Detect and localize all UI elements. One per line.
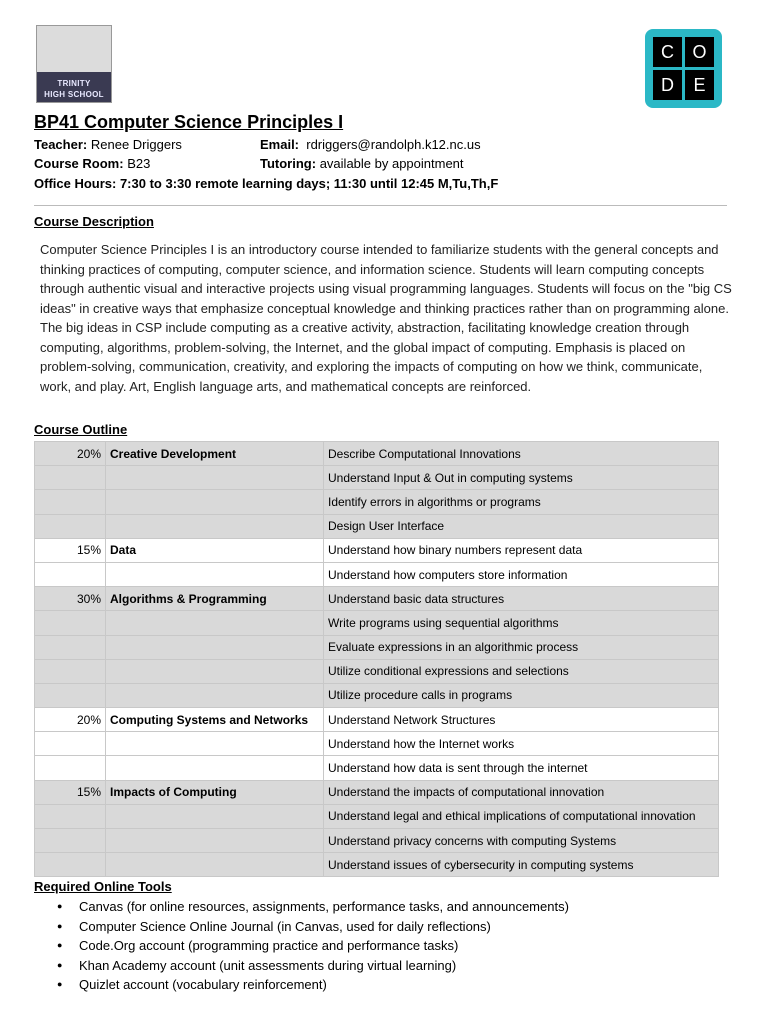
category-cell	[106, 635, 324, 659]
table-row	[35, 562, 719, 586]
description-line: through authentic visual and interactive projects using visual programming languages. Students will focus on the "big CS	[40, 281, 732, 296]
percent-cell	[35, 732, 106, 756]
code-logo-letter: E	[685, 70, 714, 100]
table-row	[35, 635, 719, 659]
category-cell: Data	[106, 538, 324, 562]
category-cell	[106, 466, 324, 490]
percent-cell	[35, 490, 106, 514]
description-line: The big ideas in CSP include computing as a creative activity, abstraction, facilitating knowledge creation through	[40, 320, 690, 335]
objective-cell: Understand how computers store information	[324, 562, 719, 586]
percent-cell	[35, 853, 106, 877]
code-logo-letter: O	[685, 37, 714, 67]
objective-cell: Understand issues of cybersecurity in computing systems	[324, 853, 719, 877]
objective-cell: Understand basic data structures	[324, 587, 719, 611]
list-item: ● Computer Science Online Journal (in Canvas, used for daily reflections)	[57, 917, 569, 937]
objective-cell: Understand how the Internet works	[324, 732, 719, 756]
list-item: ● Quizlet account (vocabulary reinforcement)	[57, 975, 569, 995]
table-row	[35, 829, 719, 853]
objective-cell: Understand legal and ethical implications of computational innovation	[324, 804, 719, 828]
code-logo-letter: D	[653, 70, 682, 100]
category-cell	[106, 514, 324, 538]
table-row	[35, 514, 719, 538]
school-logo	[36, 25, 112, 103]
category-cell	[106, 829, 324, 853]
teacher-label: Teacher:	[34, 137, 88, 152]
percent-cell: 30%	[35, 587, 106, 611]
table-row	[35, 611, 719, 635]
objective-cell: Understand how data is sent through the internet	[324, 756, 719, 780]
percent-cell: 15%	[35, 538, 106, 562]
percent-cell	[35, 804, 106, 828]
category-cell	[106, 683, 324, 707]
office-hours: Office Hours: 7:30 to 3:30 remote learning days; 11:30 until 12:45 M,Tu,Th,F	[34, 176, 499, 191]
category-cell: Algorithms & Programming	[106, 587, 324, 611]
page-title: BP41 Computer Science Principles I	[34, 112, 344, 132]
percent-cell	[35, 683, 106, 707]
school-logo-line1: TRINITY	[57, 79, 91, 88]
percent-cell: 20%	[35, 442, 106, 466]
room-info	[34, 156, 150, 172]
table-row	[35, 683, 719, 707]
objective-cell: Understand the impacts of computational innovation	[324, 780, 719, 804]
objective-cell: Understand Input & Out in computing systems	[324, 466, 719, 490]
description-line: computing, algorithms, problem-solving, the Internet, and the global impact of computing. Emphasis is placed on	[40, 339, 686, 355]
category-cell	[106, 562, 324, 586]
description-line: thinking practices of computing, computer science, and information science. Students will learn computing concepts	[40, 261, 705, 277]
percent-cell	[35, 635, 106, 659]
email-address[interactable]: rdriggers@randolph.k12.nc.us	[306, 137, 481, 152]
table-row	[35, 804, 719, 828]
tools-heading: Required Online Tools	[34, 879, 172, 894]
description-line: ideas" in creative ways that emphasize conceptual knowledge and thinking practices rather than on programming alone.	[40, 300, 729, 316]
objective-cell: Evaluate expressions in an algorithmic process	[324, 635, 719, 659]
objective-cell: Utilize procedure calls in programs	[324, 683, 719, 707]
percent-cell	[35, 756, 106, 780]
tutoring-info	[260, 156, 464, 172]
table-row	[35, 780, 719, 804]
outline-heading: Course Outline	[34, 422, 128, 437]
table-row	[35, 756, 719, 780]
teacher-name: Renee Driggers	[90, 137, 182, 152]
description-heading: Course Description	[34, 214, 154, 229]
description-line: Computer Science Principles I is an introductory course intended to familiarize students with the general concepts and	[40, 242, 719, 257]
objective-cell: Understand how binary numbers represent data	[324, 538, 719, 562]
list-item: ● Code.Org account (programming practice and performance tasks)	[57, 936, 569, 956]
course-outline-table	[34, 441, 719, 877]
table-row	[35, 708, 719, 732]
description-line: problem-solving, communication, creativity, and exploring the impacts of computing on how we think, communicate,	[40, 359, 703, 374]
category-cell	[106, 659, 324, 683]
room-value: B23	[127, 156, 151, 171]
table-row	[35, 659, 719, 683]
category-cell: Impacts of Computing	[106, 780, 324, 804]
category-cell	[106, 611, 324, 635]
category-cell	[106, 490, 324, 514]
description-line: work, and play. Art, English language arts, and mathematical concepts are reinforced.	[40, 378, 532, 394]
code-org-logo	[645, 29, 722, 108]
table-row	[35, 853, 719, 877]
table-row	[35, 538, 719, 562]
teacher-info	[34, 137, 182, 153]
percent-cell	[35, 611, 106, 635]
percent-cell	[35, 659, 106, 683]
percent-cell: 20%	[35, 708, 106, 732]
list-item: ● Khan Academy account (unit assessments during virtual learning)	[57, 956, 569, 976]
category-cell: Computing Systems and Networks	[106, 708, 324, 732]
objective-cell: Write programs using sequential algorithms	[324, 611, 719, 635]
percent-cell	[35, 562, 106, 586]
category-cell	[106, 804, 324, 828]
percent-cell: 15%	[35, 780, 106, 804]
category-cell	[106, 732, 324, 756]
tools-list	[57, 897, 569, 995]
list-item: ● Canvas (for online resources, assignments, performance tasks, and announcements)	[57, 897, 569, 917]
percent-cell	[35, 514, 106, 538]
email-info	[260, 137, 481, 153]
code-logo-letter: C	[653, 37, 682, 67]
room-label: Course Room:	[34, 156, 124, 171]
objective-cell: Utilize conditional expressions and selections	[324, 659, 719, 683]
objective-cell: Understand privacy concerns with computing Systems	[324, 829, 719, 853]
table-row	[35, 732, 719, 756]
tutoring-value: available by appointment	[319, 156, 464, 171]
percent-cell	[35, 466, 106, 490]
tutoring-label: Tutoring:	[260, 156, 317, 171]
objective-cell: Design User Interface	[324, 514, 719, 538]
table-row	[35, 490, 719, 514]
objective-cell: Understand Network Structures	[324, 708, 719, 732]
divider	[34, 205, 727, 206]
percent-cell	[35, 829, 106, 853]
course-description	[40, 240, 770, 396]
table-row	[35, 442, 719, 466]
category-cell	[106, 853, 324, 877]
email-label: Email:	[260, 137, 300, 152]
objective-cell: Identify errors in algorithms or programs	[324, 490, 719, 514]
objective-cell: Describe Computational Innovations	[324, 442, 719, 466]
category-cell	[106, 756, 324, 780]
table-row	[35, 466, 719, 490]
category-cell: Creative Development	[106, 442, 324, 466]
school-logo-line2: HIGH SCHOOL	[44, 90, 104, 99]
table-row	[35, 587, 719, 611]
